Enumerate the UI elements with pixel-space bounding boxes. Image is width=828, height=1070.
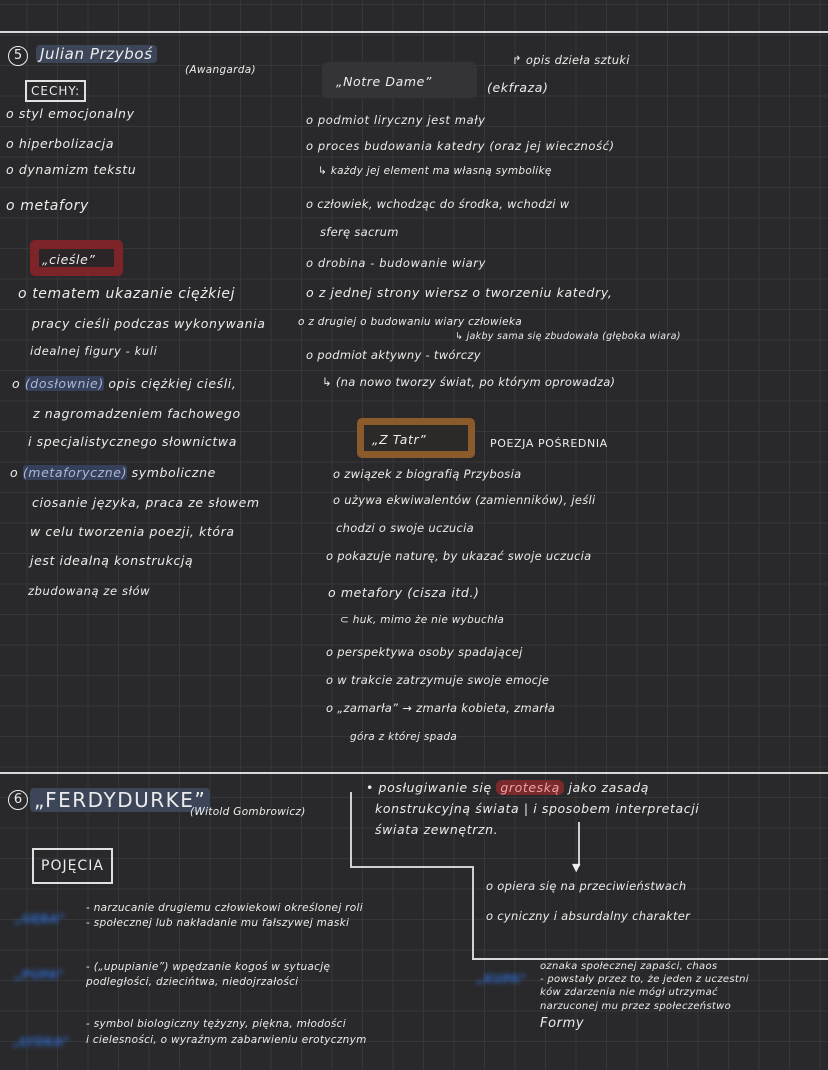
notre-dame-line: o proces budowania katedry (oraz jej wieczność)	[306, 139, 615, 153]
author-name: Julian Przyboś	[36, 45, 157, 63]
notre-dame-line: sferę sacrum	[320, 225, 399, 239]
z-tatr-title: „Z Tatr”	[372, 432, 427, 447]
z-tatr-line: o używa ekwiwalentów (zamienników), jeśli	[333, 493, 596, 507]
bullet: o	[10, 465, 19, 480]
feature-item: o metafory	[6, 198, 89, 214]
notre-dame-line: o z drugiej o budowaniu wiary człowieka	[298, 316, 523, 328]
concept-term: „KUPA”	[476, 972, 527, 986]
concept-def: ków zdarzenia nie mógł utrzymać	[540, 987, 718, 998]
ciesle-line: ciosanie języka, praca ze słowem	[32, 495, 260, 510]
ciesle-line: pracy cieśli podczas wykonywania	[32, 316, 266, 331]
grotesque-post: jako zasadą	[563, 780, 650, 795]
features-box: CECHY:	[25, 80, 86, 102]
z-tatr-line: o „zamarła” → zmarła kobieta, zmarła	[326, 701, 556, 715]
grotesque-line	[366, 780, 649, 796]
notre-dame-line: o drobina - budowanie wiary	[306, 256, 487, 270]
notre-dame-line: o z jednej strony wiersz o tworzeniu katedry,	[306, 285, 613, 300]
ciesle-line: jest idealną konstrukcją	[30, 553, 194, 568]
ciesle-line	[12, 376, 236, 392]
ferdydurke-title-text: „FERDYDURKE”	[30, 788, 210, 812]
author-heading	[36, 46, 157, 62]
feature-item: o dynamizm tekstu	[6, 162, 137, 177]
concepts-box: POJĘCIA	[32, 848, 113, 884]
grotesque-point: o opiera się na przeciwieństwach	[486, 879, 687, 893]
ciesle-line: w celu tworzenia poezji, która	[30, 524, 235, 539]
connector-line	[472, 866, 474, 958]
section-divider	[0, 772, 828, 774]
concept-def: - powstały przez to, że jeden z uczestni	[540, 974, 749, 985]
z-tatr-line: o metafory (cisza itd.)	[328, 585, 480, 600]
notre-dame-line: ↳ każdy jej element ma własną symbolikę	[318, 165, 552, 177]
z-tatr-line: o w trakcie zatrzymuje swoje emocje	[326, 673, 550, 687]
concept-term: „PUPA”	[14, 968, 65, 982]
notre-dame-line: ↳ jakby sama się zbudowała (głęboka wiara)	[455, 331, 681, 342]
concept-def: Formy	[540, 1016, 585, 1031]
ciesle-line-text: symboliczne	[127, 465, 216, 480]
z-tatr-line: o pokazuje naturę, by ukazać swoje uczucia	[326, 549, 592, 563]
metaphoric-label: (metaforyczne)	[22, 465, 128, 480]
ciesle-line	[10, 465, 216, 481]
notre-dame-line: o podmiot aktywny - twórczy	[306, 348, 481, 362]
ciesle-line: i specjalistycznego słownictwa	[28, 434, 237, 449]
notre-dame-genre: (ekfraza)	[487, 80, 549, 95]
literal-label: (dosłownie)	[24, 376, 104, 391]
ciesle-line-text: opis ciężkiej cieśli,	[103, 376, 237, 391]
grotesque-point: o cyniczny i absurdalny charakter	[486, 909, 691, 923]
concept-def: oznaka społecznej zapaści, chaos	[540, 961, 718, 972]
feature-item: o hiperbolizacja	[6, 136, 115, 151]
concept-def: - narzucanie drugiemu człowiekowi określonej roli	[86, 902, 363, 914]
connector-line	[350, 866, 474, 868]
feature-item: o styl emocjonalny	[6, 106, 135, 121]
grotesque-highlight: groteską	[496, 780, 564, 795]
ciesle-line: z nagromadzeniem fachowego	[33, 406, 241, 421]
concept-def: - społecznej lub nakładanie mu fałszywej maski	[86, 917, 350, 929]
concept-def: narzuconej mu przez społeczeństwo	[540, 1001, 732, 1012]
movement-label: (Awangarda)	[185, 64, 256, 76]
grotesque-pre: • posługiwanie się	[366, 780, 497, 795]
notre-dame-line: o człowiek, wchodząc do środka, wchodzi w	[306, 197, 570, 211]
z-tatr-line: chodzi o swoje uczucia	[336, 521, 474, 535]
ciesle-line: idealnej figury - kuli	[30, 344, 158, 358]
section-number-6: 6	[8, 790, 28, 810]
notre-dame-line: o podmiot liryczny jest mały	[306, 113, 486, 127]
concept-def: podległości, dziecińtwa, niedojrzałości	[86, 976, 299, 988]
concept-def: - symbol biologiczny tężyzny, piękna, młodości	[86, 1018, 346, 1030]
ferdydurke-author: (Witold Gombrowicz)	[190, 806, 306, 818]
notre-dame-title: „Notre Dame”	[336, 74, 433, 89]
section-number-5: 5	[8, 46, 28, 66]
ciesle-title: „cieśle”	[42, 252, 96, 267]
concept-term: „ŁYDKA”	[12, 1035, 70, 1049]
grotesque-line: świata zewnętrzn.	[375, 822, 499, 837]
notre-dame-note: ↱ opis dzieła sztuki	[512, 53, 630, 67]
grotesque-line: konstrukcyjną świata | i sposobem interpretacji	[375, 801, 700, 816]
top-divider	[0, 31, 828, 33]
z-tatr-label: POEZJA POŚREDNIA	[490, 437, 608, 450]
z-tatr-line: o związek z biografią Przybosia	[333, 467, 522, 481]
z-tatr-line: góra z której spada	[350, 731, 458, 743]
ciesle-line: zbudowaną ze słów	[28, 584, 151, 598]
ferdydurke-title	[30, 788, 210, 812]
notre-dame-line: ↳ (na nowo tworzy świat, po którym oprowadza)	[322, 375, 616, 389]
z-tatr-line: ⊂ huk, mimo że nie wybuchła	[340, 614, 505, 626]
z-tatr-line: o perspektywa osoby spadającej	[326, 645, 523, 659]
ciesle-line: o tematem ukazanie ciężkiej	[18, 286, 236, 302]
connector-line	[350, 792, 352, 867]
arrow-down-icon: ▼	[572, 861, 582, 874]
concept-def: - („upupianie”) wpędzanie kogoś w sytuację	[86, 961, 331, 973]
concept-def: i cielesności, o wyraźnym zabarwieniu erotycznym	[86, 1034, 367, 1046]
bullet: o	[12, 376, 21, 391]
concept-term: „GĘBA”	[14, 912, 66, 926]
